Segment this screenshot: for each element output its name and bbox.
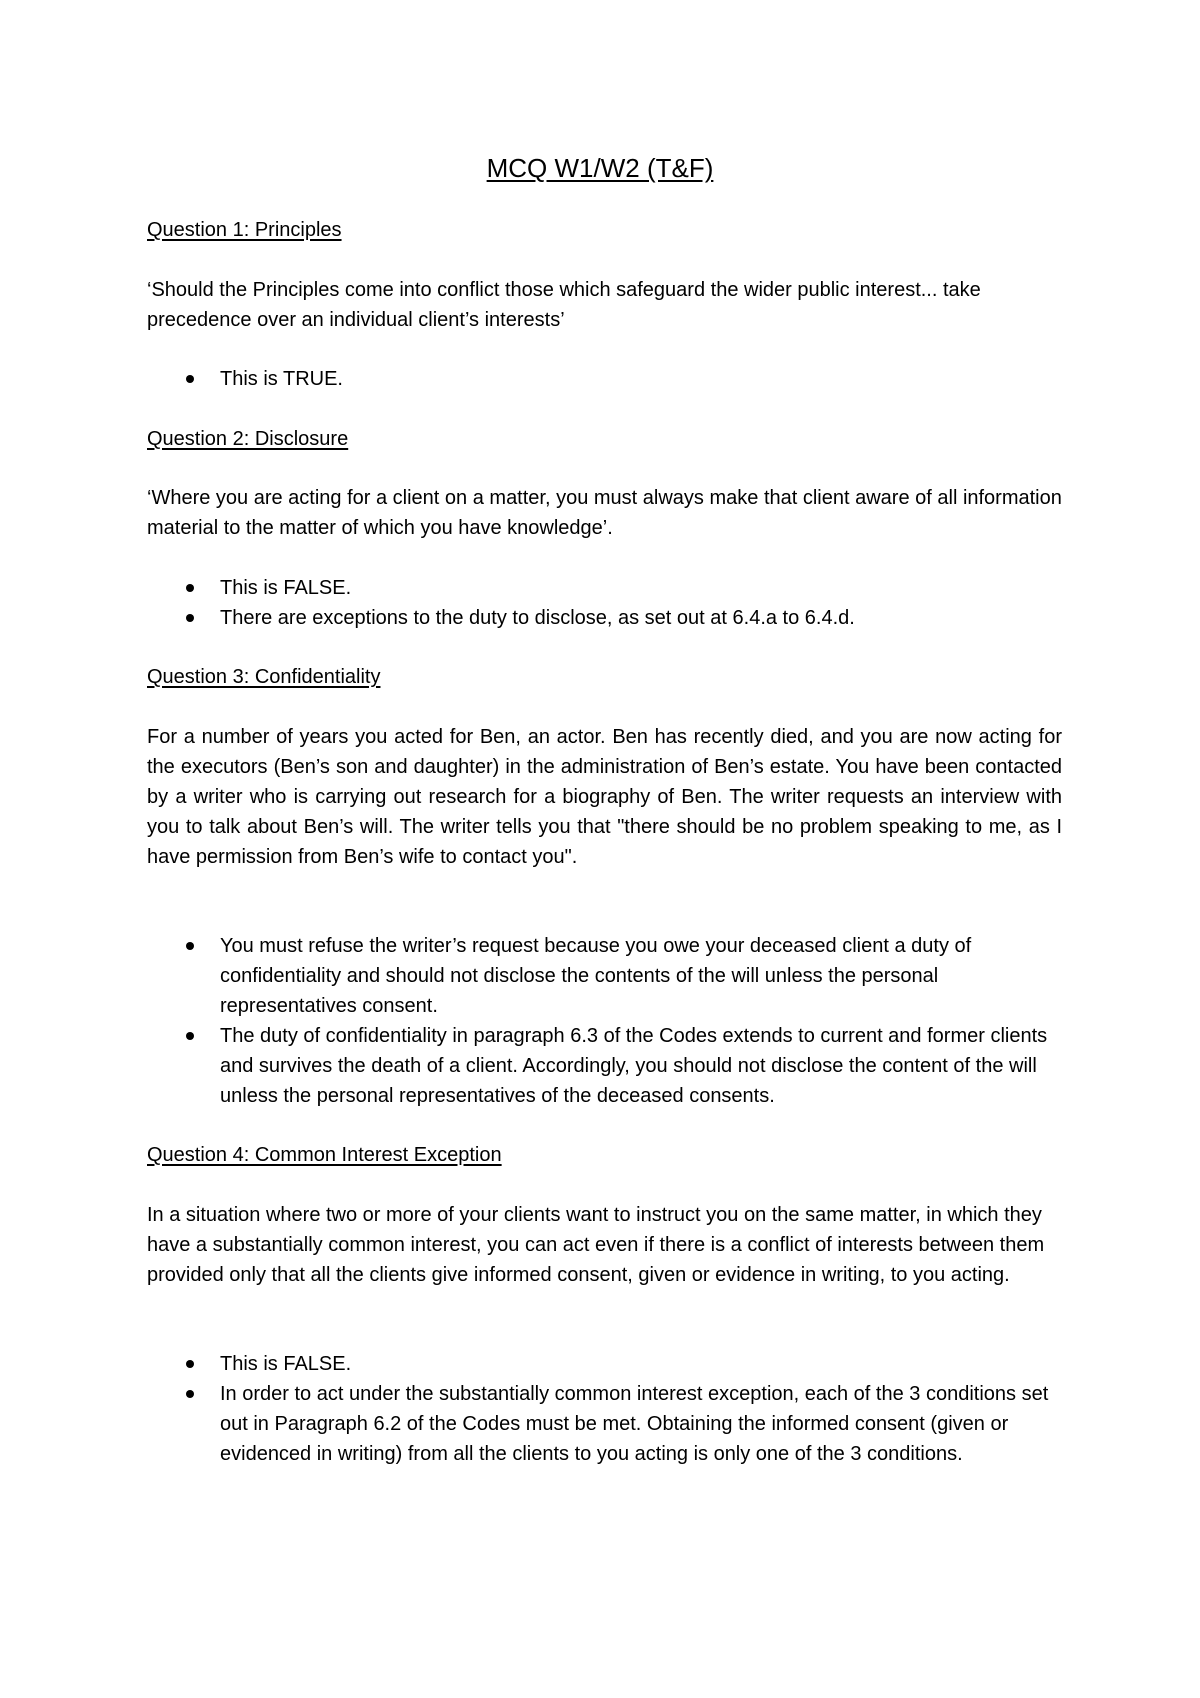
bullet-icon: [186, 1360, 194, 1368]
question-1-text: ‘Should the Principles come into conflict those which safeguard the wider public interest... take precedence over an individual client’s interests’: [147, 279, 981, 331]
bullet-icon: [186, 375, 194, 383]
answer-bullet: [147, 1021, 1062, 1111]
question-4-answers: [147, 1349, 1062, 1469]
answer-text: This is FALSE.: [220, 1353, 352, 1375]
answer-text: In order to act under the substantially common interest exception, each of the 3 conditions set out in Paragraph 6.2 of the Codes must be met. Obtaining the informed consent (given or evidenced in writing) from all the clients to you acting is only one of the 3 conditions.: [220, 1383, 1049, 1465]
question-1-heading: Question 1: Principles: [147, 219, 342, 241]
bullet-icon: [186, 1390, 194, 1398]
question-3-text: For a number of years you acted for Ben, an actor. Ben has recently died, and you are now acting for the executors (Ben’s son and daughter) in the administration of Ben’s estate. You have been contacted by a writer who is carrying out research for a biography of Ben. The writer requests an interview with you to talk about Ben’s will. The writer tells you that "there should be no problem speaking to me, as I have permission from Ben’s wife to contact you".: [147, 726, 1062, 868]
answer-text: The duty of confidentiality in paragraph 6.3 of the Codes extends to current and former clients and survives the death of a client. Accordingly, you should not disclose the content of the will unless the personal representatives of the deceased consents.: [220, 1025, 1048, 1107]
bullet-icon: [186, 584, 194, 592]
answer-text: This is TRUE.: [220, 368, 343, 390]
bullet-icon: [186, 1032, 194, 1040]
document-title: MCQ W1/W2 (T&F): [486, 153, 714, 183]
question-1-answers: [147, 364, 1062, 394]
answer-bullet: [147, 931, 1062, 1021]
question-3-answers: [147, 931, 1062, 1111]
answer-text: There are exceptions to the duty to disclose, as set out at 6.4.a to 6.4.d.: [220, 607, 855, 629]
question-2-answers: [147, 573, 1062, 633]
answer-bullet: [147, 1349, 1062, 1379]
question-2-heading: Question 2: Disclosure: [147, 428, 349, 450]
question-3-heading: Question 3: Confidentiality: [147, 666, 381, 688]
answer-text: You must refuse the writer’s request because you owe your deceased client a duty of confidentiality and should not disclose the contents of the will unless the personal representatives consent.: [220, 935, 972, 1017]
answer-bullet: [147, 573, 1062, 603]
bullet-icon: [186, 942, 194, 950]
answer-bullet: [147, 603, 1062, 633]
answer-text: This is FALSE.: [220, 577, 352, 599]
answer-bullet: [147, 1379, 1062, 1469]
question-4-text: In a situation where two or more of your clients want to instruct you on the same matter, in which they have a substantially common interest, you can act even if there is a conflict of interests between them provided only that all the clients give informed consent, given or evidence in writing, to you acting.: [147, 1204, 1045, 1286]
question-2-text: ‘Where you are acting for a client on a matter, you must always make that client aware of all information material to the matter of which you have knowledge’.: [147, 487, 1062, 539]
bullet-icon: [186, 614, 194, 622]
answer-bullet: [147, 364, 1062, 394]
question-4-heading: Question 4: Common Interest Exception: [147, 1144, 502, 1166]
